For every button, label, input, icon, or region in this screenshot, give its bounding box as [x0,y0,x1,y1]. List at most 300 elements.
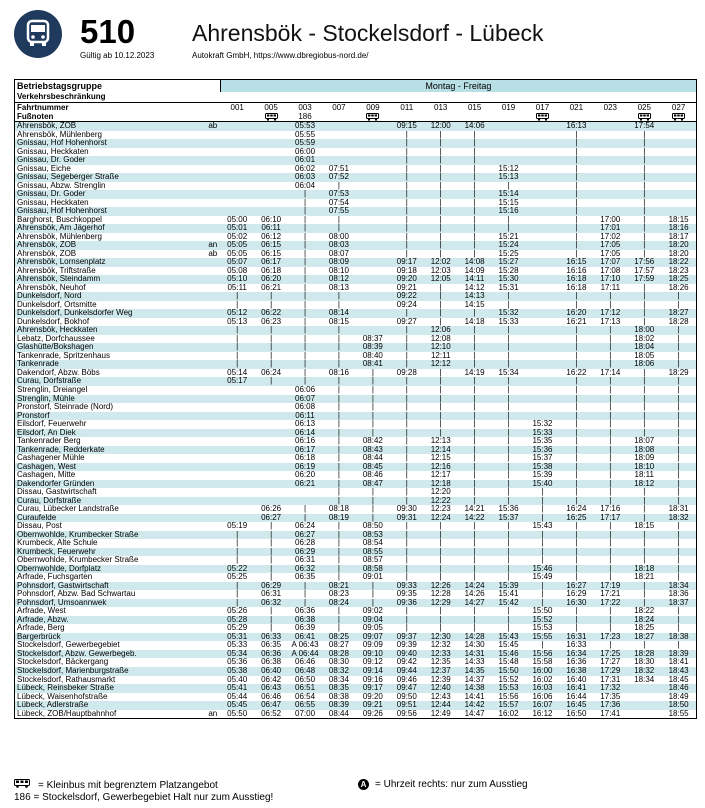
departure-time: | [390,446,424,455]
departure-time: 06:12 [261,232,282,241]
departure-time: | [661,497,696,506]
departure-time: | [322,480,356,489]
departure-time: | [337,215,340,224]
departure-time: 06:11 [254,224,288,233]
departure-time: 18:09 [634,454,655,463]
departure-time: | [439,130,442,139]
departure-time: 09:20 [362,692,383,701]
departure-time: 09:47 [390,684,424,693]
departure-time: | [254,548,288,557]
departure-time: 12:02 [424,258,458,267]
departure-time: | [593,548,627,557]
departure-time: 15:13 [492,173,526,182]
departure-time: 16:03 [526,684,560,693]
departure-time: | [559,497,593,506]
departure-time: 05:07 [220,258,254,267]
departure-time: | [541,505,544,514]
departure-time: | [439,573,442,582]
departure-time: 08:16 [328,368,349,377]
departure-time: | [559,241,593,250]
departure-time [526,301,560,310]
table-row [15,650,697,659]
stop-name: Gnissau, Abzw. Strenglin [15,182,189,191]
departure-time: 12:14 [424,446,458,455]
departure-time: 06:08 [295,403,316,412]
departure-time: 12:44 [424,701,458,710]
departure-time: | [270,624,273,633]
departure-time: | [473,198,476,207]
departure-time: 09:44 [390,667,424,676]
departure-time: 16:16 [566,266,587,275]
table-row [15,710,697,719]
departure-time: 15:46 [526,565,560,574]
departure-time: | [473,385,476,394]
table-row [15,403,697,412]
departure-time: 06:23 [261,317,282,326]
arrival-departure-flag [188,207,220,216]
arrival-departure-flag [188,650,220,659]
departure-time: | [288,326,322,335]
departure-time [492,139,526,148]
departure-time: | [458,429,492,438]
departure-time: | [507,420,510,429]
departure-time [220,182,254,191]
departure-time [254,497,288,506]
departure-time: 14:06 [458,122,492,131]
departure-time: | [627,207,661,216]
departure-time: | [627,514,661,523]
departure-time: 08:50 [362,522,383,531]
departure-time: | [473,164,476,173]
departure-time [220,412,254,421]
departure-time: | [507,181,510,190]
departure-time: 06:26 [261,505,282,514]
departure-time: 15:39 [492,582,526,591]
departure-time: 17:14 [600,368,621,377]
departure-time: | [337,351,340,360]
departure-time [526,292,560,301]
departure-time: 15:43 [532,522,553,531]
departure-time [593,148,627,157]
departure-time: | [337,522,340,531]
departure-time [526,182,560,191]
departure-time: | [643,232,646,241]
arrival-departure-flag [188,684,220,693]
table-row [15,693,697,702]
departure-time: | [609,624,612,633]
departure-time: | [322,463,356,472]
arrival-departure-flag [188,343,220,352]
departure-time [492,156,526,165]
departure-time: | [473,334,476,343]
departure-time: | [424,292,458,301]
departure-time: 17:05 [593,241,627,250]
departure-time: 18:45 [661,676,696,685]
departure-time: 06:33 [254,633,288,642]
departure-time: | [288,343,322,352]
departure-time: 16:27 [559,582,593,591]
arrival-departure-flag [188,335,220,344]
departure-time: 05:02 [227,232,248,241]
departure-time [627,701,661,710]
departure-time: 12:43 [430,692,451,701]
departure-time: | [492,377,526,386]
departure-time: | [439,403,442,412]
departure-time: 06:19 [288,463,322,472]
arrival-departure-flag [188,369,220,378]
departure-time: | [337,300,340,309]
departure-time: | [473,403,476,412]
departure-time: 06:24 [261,368,282,377]
departure-time: 06:41 [288,633,322,642]
departure-time: | [593,395,627,404]
departure-time: 05:41 [220,684,254,693]
departure-time [254,386,288,395]
departure-time [492,122,526,131]
departure-time: 16:06 [532,692,553,701]
stop-name: Dissau, Gastwirtschaft [15,488,189,497]
departure-time: | [507,454,510,463]
stop-name: Obernwohlde, Krumbecker Straße [15,556,189,565]
departure-time: 15:28 [498,266,519,275]
departure-time: | [643,164,646,173]
departure-time: 15:14 [492,190,526,199]
departure-time: 18:37 [661,599,696,608]
departure-time: | [371,488,374,497]
departure-time: 17:07 [593,258,627,267]
departure-time: | [424,156,458,165]
departure-time: | [609,351,612,360]
departure-time [220,165,254,174]
departure-time: 06:40 [254,667,288,676]
departure-time: 17:21 [600,590,621,599]
departure-time: 09:10 [356,650,390,659]
departure-time: 05:19 [227,522,248,531]
departure-time: | [643,249,646,258]
departure-time: | [473,488,476,497]
departure-time: 14:11 [458,275,492,284]
table-row [15,241,697,250]
departure-time: | [439,181,442,190]
departure-time: | [643,385,646,394]
departure-time: 12:30 [424,633,458,642]
departure-time [220,463,254,472]
departure-time: | [593,412,627,421]
departure-time: | [322,377,356,386]
stop-name: Stockelsdorf, Bäckergang [15,658,189,667]
stop-name: Krumbeck, Alte Schule [15,539,189,548]
stop-name: Gnissau, Hof Hohenhorst [15,139,189,148]
departure-time: 18:05 [634,351,655,360]
departure-time: | [609,556,612,565]
departure-time: | [405,351,408,360]
table-row [15,548,697,557]
departure-time: 08:34 [328,675,349,684]
departure-time: | [288,582,322,591]
departure-time: | [288,360,322,369]
departure-time: 09:56 [390,710,424,719]
departure-time: 06:03 [288,173,322,182]
departure-time: 12:33 [424,650,458,659]
departure-time: | [405,573,408,582]
stop-name: Barghorst, Buschkoppel [15,216,189,225]
departure-time: | [439,215,442,224]
departure-time: 15:36 [526,446,560,455]
group-label: Betriebstagsgruppe [15,80,221,93]
departure-time: | [559,548,593,557]
table-row [15,641,697,650]
departure-time: | [559,207,593,216]
departure-time [356,122,390,131]
departure-time: | [643,403,646,412]
departure-time [356,207,390,216]
departure-time: | [559,480,593,489]
departure-time: 18:07 [634,437,655,446]
departure-time: 14:38 [458,684,492,693]
departure-time: | [473,522,476,531]
stop-name: Bargerbrück [15,633,189,642]
departure-time: 18:08 [627,446,661,455]
departure-time: 06:15 [261,249,282,258]
arrival-departure-flag [188,165,220,174]
departure-time: | [593,343,627,352]
departure-time: | [254,326,288,335]
departure-time: | [473,437,476,446]
table-row [15,352,697,361]
departure-time: 15:21 [498,232,519,241]
departure-time: 12:23 [430,505,451,514]
minibus-icon [254,112,288,122]
departure-time: | [288,599,322,608]
departure-time [254,148,288,157]
departure-time: | [424,241,458,250]
departure-time: 07:52 [322,173,356,182]
departure-time: | [254,343,288,352]
stop-name: Pronstorf, Steinrade (Nord) [15,403,189,412]
table-row [15,292,697,301]
table-row [15,326,697,335]
departure-time: 17:32 [593,684,627,693]
departure-time: | [390,343,424,352]
departure-time: 17:22 [593,599,627,608]
departure-time: 09:39 [396,641,417,650]
departure-time: 05:08 [227,266,248,275]
departure-time: | [661,539,696,548]
departure-time: 12:13 [430,437,451,446]
departure-time: | [627,156,661,165]
departure-time: | [458,173,492,182]
stop-name: Cashagen, Mitte [15,471,189,480]
departure-time [526,139,560,148]
footnote-cell [559,112,593,122]
departure-time: 09:17 [356,684,390,693]
stop-name: Strenglin, Mühle [15,395,189,404]
departure-time: | [661,548,696,557]
departure-time: 18:12 [627,480,661,489]
departure-time: 16:31 [559,633,593,642]
departure-time: 09:20 [390,275,424,284]
stop-name: Ahrensbök, Mühlenberg [15,233,189,242]
departure-time: 06:47 [254,701,288,710]
departure-time: 06:38 [288,616,322,625]
departure-time: 05:40 [227,675,248,684]
departure-time: | [390,309,424,318]
departure-time: | [575,471,578,480]
departure-time: 15:33 [498,317,519,326]
departure-time: | [458,463,492,472]
departure-time: 17:02 [600,232,621,241]
departure-time: | [322,412,356,421]
departure-time: | [627,139,661,148]
stop-name: Curau, Dorfstraße [15,497,189,506]
arrival-departure-flag [188,139,220,148]
trip-label: Fahrtnummer [15,103,221,113]
table-row [15,429,697,438]
departure-time: | [593,565,627,574]
departure-time: | [458,326,492,335]
departure-time: | [458,377,492,386]
stop-name: Ahrensbök, Steindamm [15,275,189,284]
departure-time: | [303,351,307,360]
stop-name: Tankenrade [15,360,189,369]
stop-name: Ahrensbök, ZOB [15,250,189,259]
departure-time: 18:25 [634,624,655,633]
departure-time: A 06:43 [291,641,319,650]
departure-time: | [254,565,288,574]
departure-time: 14:47 [458,710,492,719]
departure-time: 16:20 [559,309,593,318]
departure-time [526,122,560,131]
departure-time: | [609,539,612,548]
arrival-departure-flag [188,531,220,540]
departure-time [254,139,288,148]
departure-time: 14:37 [464,675,485,684]
departure-time: | [439,164,442,173]
departure-time: | [593,446,627,455]
departure-time: | [661,395,696,404]
table-row [15,301,697,310]
departure-time: | [575,488,578,497]
departure-time [356,156,390,165]
departure-time: | [575,624,578,633]
departure-time: | [627,548,661,557]
bus-front-icon [14,10,62,58]
departure-time: 08:28 [322,650,356,659]
departure-time: 06:27 [254,514,288,523]
departure-time: 07:53 [322,190,356,199]
departure-time: 15:24 [492,241,526,250]
departure-time: | [473,607,476,616]
departure-time: 14:31 [458,650,492,659]
departure-time: | [661,437,696,446]
departure-time: | [559,429,593,438]
departure-time: 09:35 [396,590,417,599]
departure-time: | [575,198,578,207]
table-row [15,318,697,327]
departure-time: | [559,377,593,386]
departure-time: | [473,181,476,190]
departure-time: 15:38 [526,463,560,472]
departure-time: | [643,420,646,429]
departure-time: 18:18 [627,565,661,574]
departure-time: 05:00 [227,215,248,224]
departure-time: 05:38 [220,667,254,676]
departure-time: | [661,301,696,310]
departure-time: 06:28 [295,539,316,548]
stop-name: Stockelsdorf, Rathausmarkt [15,676,189,685]
departure-time: | [458,412,492,421]
departure-time: 06:36 [295,607,316,616]
departure-time [526,216,560,225]
departure-time: 08:41 [356,360,390,369]
departure-time [254,437,288,446]
departure-time: 08:21 [322,582,356,591]
departure-time: | [575,454,578,463]
departure-time: | [303,232,307,241]
departure-time [356,275,390,284]
departure-time [526,275,560,284]
departure-time: | [458,446,492,455]
trip-number: 007 [322,103,356,113]
departure-time [220,454,254,463]
stop-name: Arfrade, Abzw. [15,616,189,625]
departure-time: 06:14 [288,429,322,438]
departure-time: 09:28 [396,368,417,377]
departure-time: | [627,309,661,318]
departure-time: 16:38 [559,667,593,676]
departure-time: | [390,326,424,335]
departure-time: 09:21 [396,283,417,292]
departure-time: 08:40 [362,351,383,360]
departure-time: | [337,181,340,190]
departure-time: 08:03 [322,241,356,250]
departure-time: 18:22 [661,258,696,267]
departure-time: | [609,573,612,582]
departure-time: | [492,565,526,574]
departure-time [356,258,390,267]
departure-time: 05:34 [220,650,254,659]
departure-time: | [507,437,510,446]
stop-name: Dunkelsdorf, Dunkelsdorfer Weg [15,309,189,318]
departure-time [254,131,288,140]
departure-time: | [405,334,408,343]
departure-time: | [337,385,340,394]
stop-name: Eilsdorf, Feuerwehr [15,420,189,429]
departure-time: | [473,556,476,565]
departure-time: 12:05 [424,275,458,284]
departure-time: | [575,215,578,224]
departure-time: | [661,352,696,361]
departure-time: 09:07 [356,633,390,642]
departure-time: | [390,616,424,625]
day-group: Montag - Freitag [220,80,696,93]
trip-number: 009 [356,103,390,113]
departure-time: | [643,641,646,650]
arrival-departure-flag [188,156,220,165]
departure-time: 17:19 [593,582,627,591]
departure-time [254,420,288,429]
departure-time: | [356,599,390,608]
departure-time: 06:22 [254,309,288,318]
departure-time: | [507,556,510,565]
departure-time: 12:35 [430,658,451,667]
departure-time: 09:15 [390,122,424,131]
departure-time: | [439,249,442,258]
departure-time: 09:33 [390,582,424,591]
departure-time: | [390,565,424,574]
departure-time: A 06:44 [288,650,322,659]
departure-time: 06:32 [288,565,322,574]
